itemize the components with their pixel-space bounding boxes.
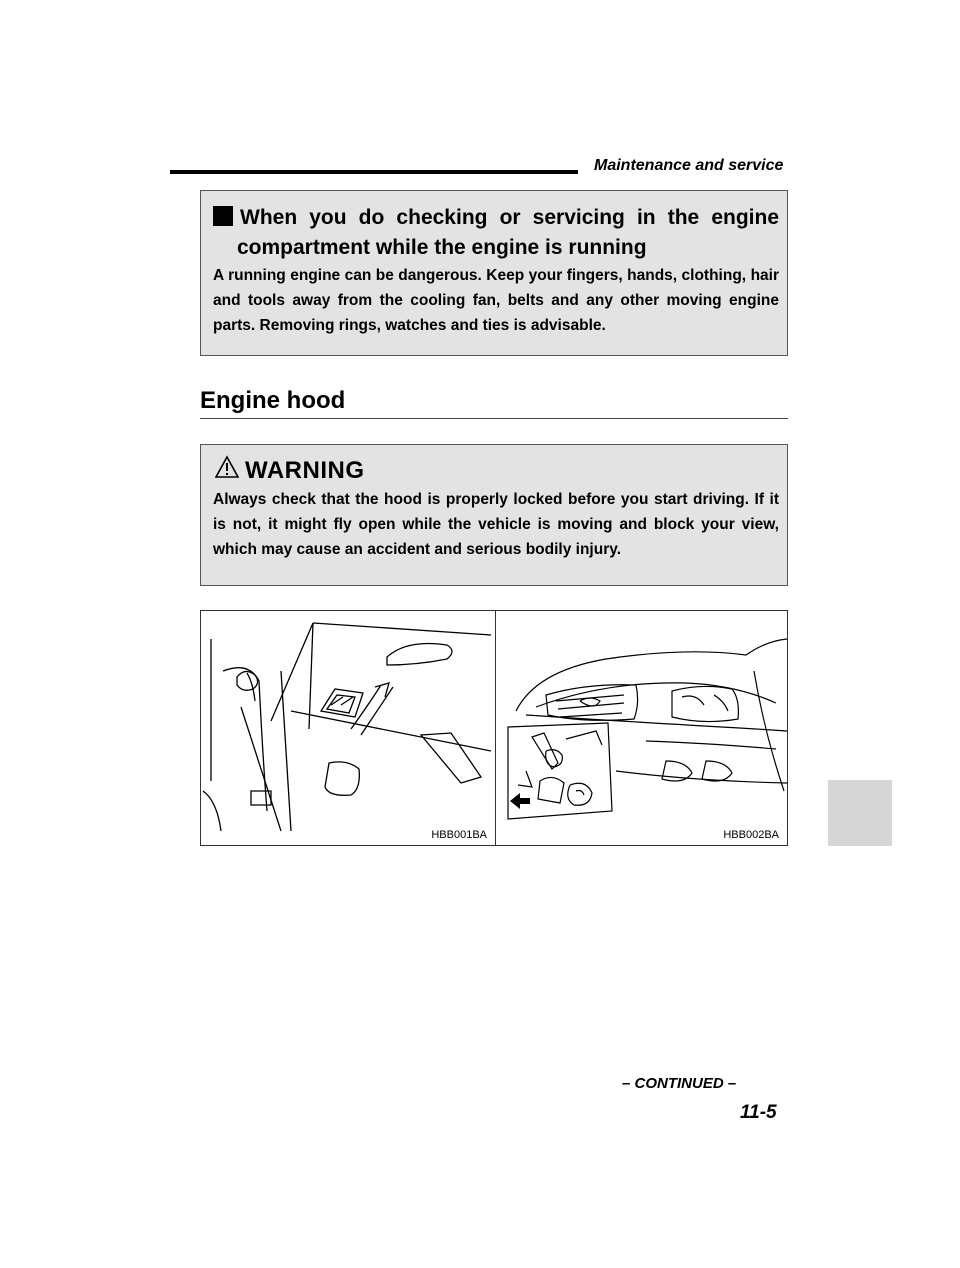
notice-heading-line1: When you do checking or servicing in the engine bbox=[240, 206, 779, 229]
header-rule bbox=[170, 170, 578, 174]
warning-box bbox=[200, 444, 788, 586]
caution-notice-box bbox=[200, 190, 788, 356]
figure-frame bbox=[200, 610, 788, 846]
figure-code-right: HBB002BA bbox=[723, 829, 779, 841]
notice-heading bbox=[213, 203, 779, 263]
continued-label: – CONTINUED – bbox=[622, 1075, 737, 1092]
figure-code-left: HBB001BA bbox=[431, 829, 487, 841]
notice-heading-line2: compartment while the engine is running bbox=[237, 236, 647, 259]
warning-triangle-icon bbox=[215, 455, 239, 479]
square-bullet-icon bbox=[213, 206, 233, 226]
warning-body: Always check that the hood is properly locked before you start driving. If it is not, it might fly open while the vehicle is moving and block your view, which may cause an accident and serious bodily injury. bbox=[213, 491, 779, 558]
running-header: Maintenance and service bbox=[594, 157, 784, 174]
chapter-thumb-tab bbox=[828, 780, 892, 846]
page-number: 11-5 bbox=[740, 1102, 777, 1123]
hood-release-illustration bbox=[201, 611, 496, 845]
section-rule bbox=[200, 418, 788, 419]
notice-body: A running engine can be dangerous. Keep your fingers, hands, clothing, hair and tools away from the cooling fan, belts and any other moving engine parts. Removing rings, watches and ties is advisable. bbox=[213, 267, 779, 334]
hood-latch-illustration bbox=[496, 611, 787, 845]
section-title: Engine hood bbox=[200, 387, 346, 414]
warning-title: WARNING bbox=[245, 457, 365, 484]
